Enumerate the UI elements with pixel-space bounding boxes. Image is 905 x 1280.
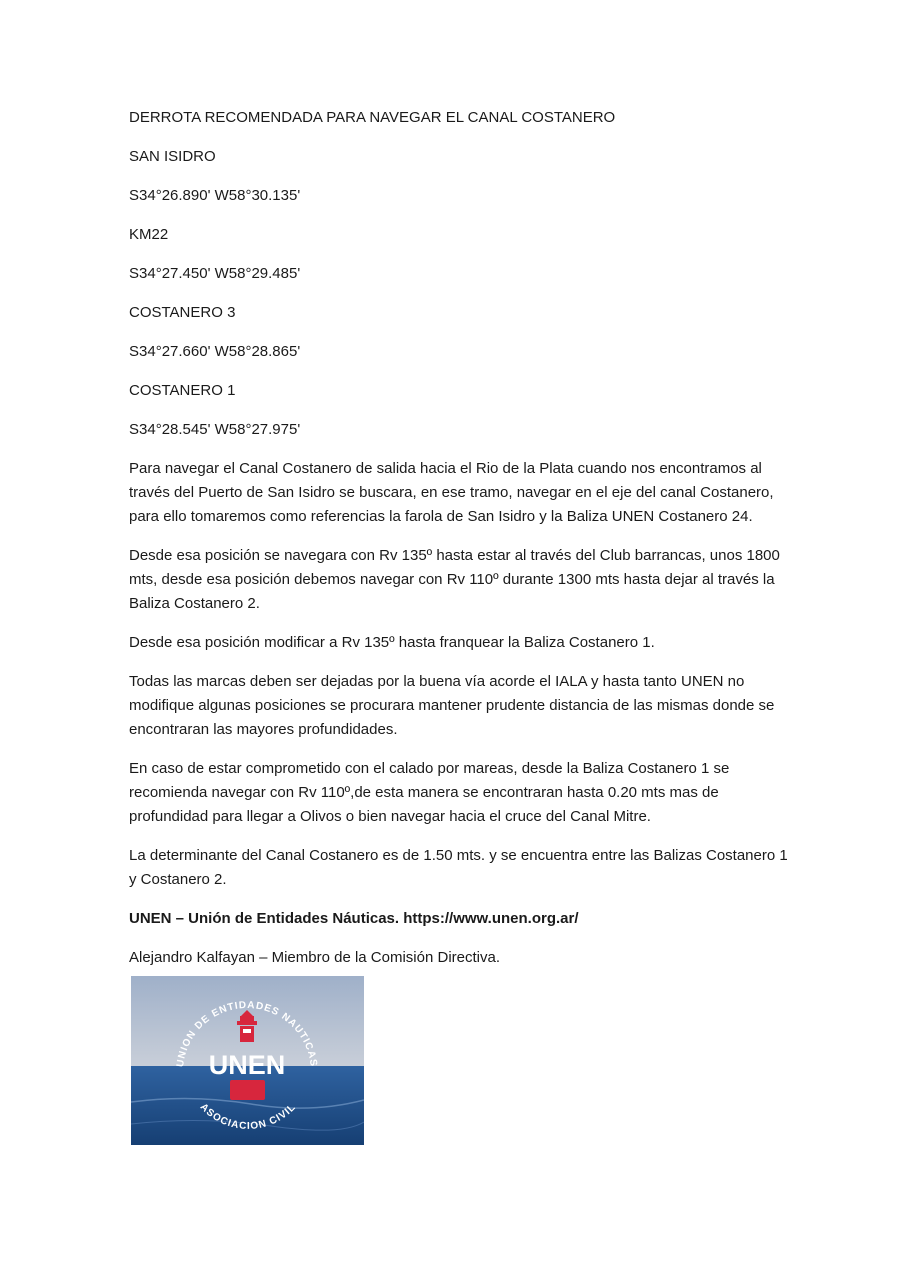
waypoint-name: KM22 [129, 226, 169, 243]
logo-ring-top: UNION DE ENTIDADES NAUTICAS [175, 999, 319, 1068]
waypoint-name: COSTANERO 3 [129, 304, 236, 321]
paragraph: Desde esa posición se navegara con Rv 135º hasta estar al través del Club barrancas, unos 1800 mts, desde esa posición debemos navegar con Rv 110º durante 1300 mts hasta dejar al través la Baliza Costanero 2. [129, 547, 780, 612]
paragraph: Todas las marcas deben ser dejadas por la buena vía acorde el IALA y hasta tanto UNEN no modifique algunas posiciones se procurara mantener prudente distancia de las mismas donde se encontraran las mayores profundidades. [129, 673, 775, 738]
unen-logo [131, 976, 364, 1145]
paragraph: La determinante del Canal Costanero es de 1.50 mts. y se encuentra entre las Balizas Costanero 1 y Costanero 2. [129, 847, 788, 888]
paragraph: En caso de estar comprometido con el calado por mareas, desde la Baliza Costanero 1 se recomienda navegar con Rv 110º,de esta manera se encontraran hasta 0.20 mts mas de profundidad para llegar a Olivos o bien navegar hacia el cruce del Canal Mitre. [129, 760, 730, 825]
waypoint-coords: S34°27.450' W58°29.485' [129, 265, 301, 282]
logo-ring-bottom: ASOCIACION CIVIL [197, 1101, 299, 1133]
logo-wordmark: UNEN [208, 1050, 286, 1080]
paragraph: Para navegar el Canal Costanero de salida hacia el Rio de la Plata cuando nos encontramos al través del Puerto de San Isidro se buscara, en ese tramo, navegar en el eje del canal Costanero, para ello tomaremos como referencias la farola de San Isidro y la Baliza UNEN Costanero 24. [129, 460, 774, 525]
waypoint-coords: S34°28.545' W58°27.975' [129, 421, 301, 438]
document-title: DERROTA RECOMENDADA PARA NAVEGAR EL CANAL COSTANERO [129, 109, 616, 126]
paragraph: Desde esa posición modificar a Rv 135º hasta franquear la Baliza Costanero 1. [129, 634, 655, 651]
document-body [129, 106, 789, 985]
organization-line: UNEN – Unión de Entidades Náuticas. https://www.unen.org.ar/ [129, 910, 579, 927]
logo-red-block [230, 1080, 265, 1100]
waypoint-coords: S34°27.660' W58°28.865' [129, 343, 301, 360]
waypoint-coords: S34°26.890' W58°30.135' [129, 187, 301, 204]
signature-line: Alejandro Kalfayan – Miembro de la Comisión Directiva. [129, 949, 501, 966]
waypoint-name: SAN ISIDRO [129, 148, 216, 165]
waypoint-name: COSTANERO 1 [129, 382, 236, 399]
